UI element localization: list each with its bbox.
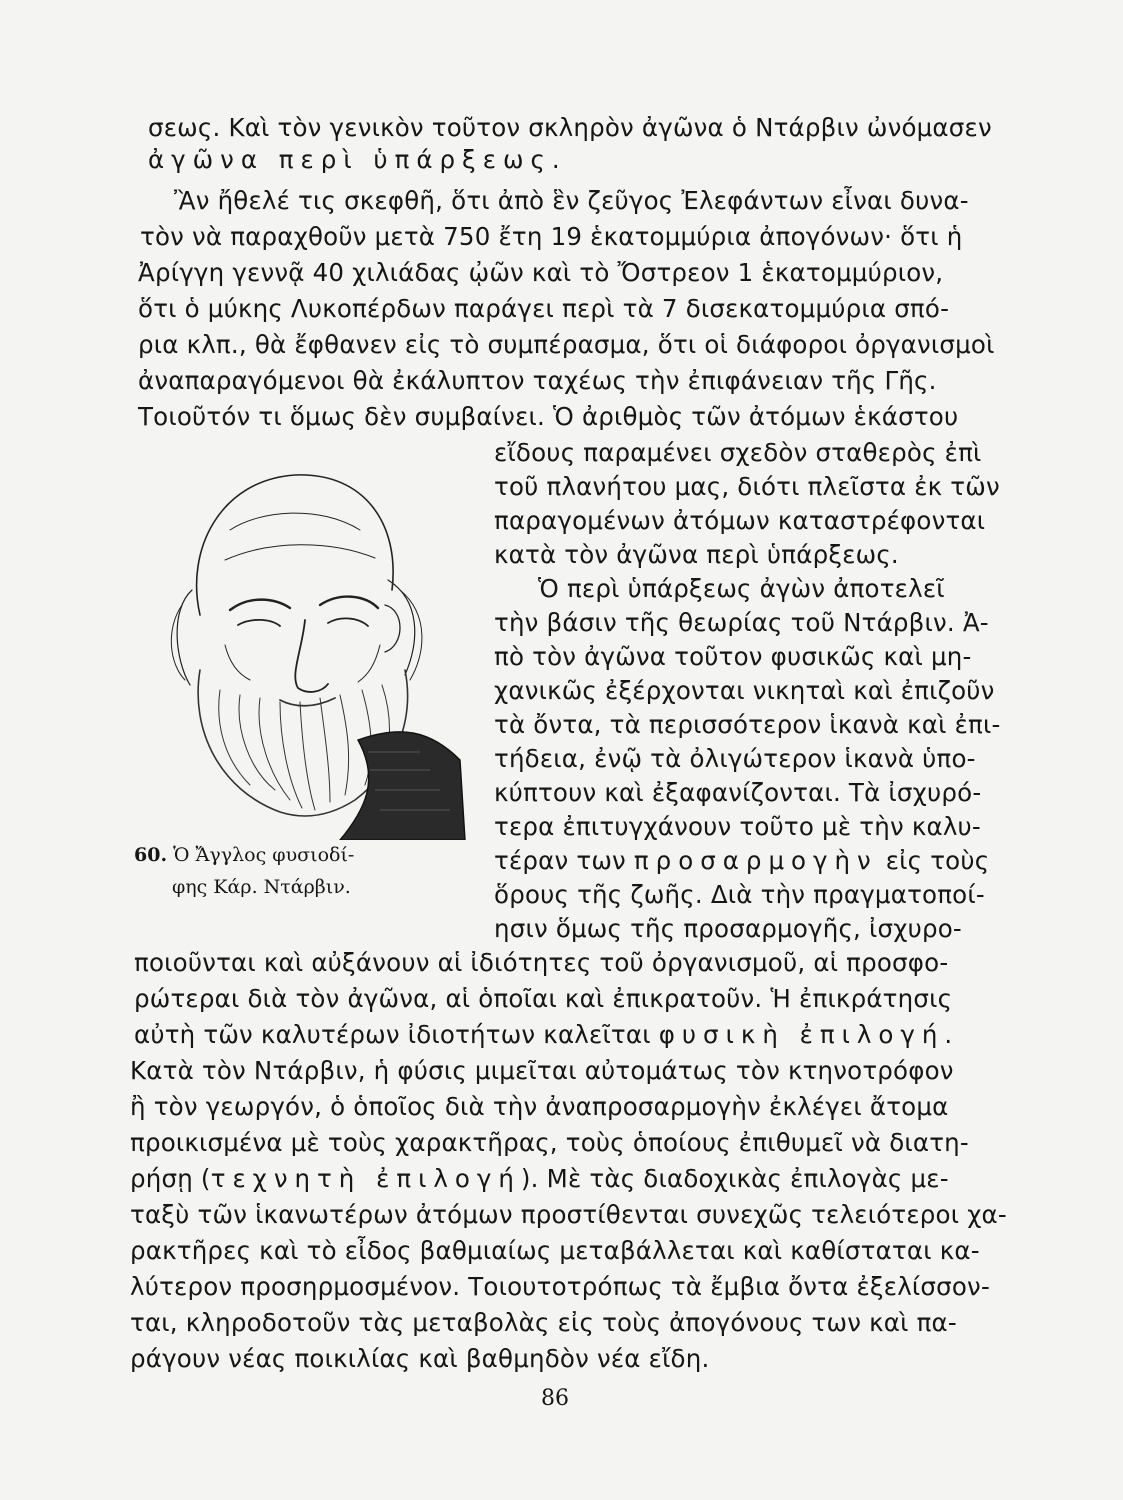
- text-span: ). Μὲ τὰς διαδοχικὰς ἐπιλογὰς με-: [520, 1164, 949, 1193]
- text-line: ρια κλπ., θὰ ἔφθανεν εἰς τὸ συμπέρασμα, ὅτι οἱ διάφοροι ὀργανισμοὶ: [138, 330, 995, 359]
- text-line: ται, κληροδοτοῦν τὰς μεταβολὰς εἰς τοὺς ἀπογόνους των καὶ πα-: [130, 1308, 957, 1337]
- text-line: [494, 846, 989, 876]
- text-line: ποιοῦνται καὶ αὐξάνουν αἱ ἰδιότητες τοῦ ὀργανισμοῦ, αἱ προσφο-: [134, 948, 949, 977]
- text-line: εἴδους παραμένει σχεδὸν σταθερὸς ἐπὶ: [494, 438, 982, 467]
- text-line: τοῦ πλανήτου μας, διότι πλεῖστα ἐκ τῶν: [494, 472, 1000, 501]
- text-line: [130, 1164, 949, 1194]
- text-line: κύπτουν καὶ ἐξαφανίζονται. Τὰ ἰσχυρό-: [494, 778, 982, 807]
- text-line: τὴν βάσιν τῆς θεωρίας τοῦ Ντάρβιν. Ἀ-: [494, 608, 989, 637]
- text-line: ταξὺ τῶν ἱκανωτέρων ἀτόμων προστίθενται συνεχῶς τελειότεροι χα-: [130, 1200, 1007, 1229]
- text-line: Ἂν ἤθελέ τις σκεφθῆ, ὅτι ἀπὸ ἓν ζεῦγος Ἐλεφάντων εἶναι δυνα-: [174, 186, 969, 215]
- emphasized-term: τεχνητὴ ἐπιλογή: [210, 1164, 521, 1193]
- coat: [340, 732, 465, 840]
- text-line: ἀναπαραγόμενοι θὰ ἐκάλυπτον ταχέως τὴν ἐπιφάνειαν τῆς Γῆς.: [138, 366, 937, 395]
- figure-caption-line2: φης Κάρ. Ντάρβιν.: [172, 876, 351, 898]
- text-line: πὸ τὸν ἀγῶνα τοῦτον φυσικῶς καὶ μη-: [494, 642, 972, 671]
- text-line: ησιν ὅμως τῆς προσαρμογῆς, ἰσχυρο-: [494, 914, 962, 943]
- text-span: ρήσῃ (: [130, 1164, 211, 1193]
- portrait-illustration: [130, 440, 470, 840]
- figure-number: 60.: [134, 844, 168, 866]
- text-line: παραγομένων ἀτόμων καταστρέφονται: [494, 506, 986, 535]
- text-line: σεως. Καὶ τὸν γενικὸν τοῦτον σκληρὸν ἀγῶνα ὁ Ντάρβιν ὠνόμασεν: [148, 113, 992, 142]
- text-line: κατὰ τὸν ἀγῶνα περὶ ὑπάρξεως.: [494, 540, 899, 569]
- text-line: Κατὰ τὸν Ντάρβιν, ἡ φύσις μιμεῖται αὐτομάτως τὸν κτηνοτρόφον: [130, 1056, 954, 1085]
- page-number: 86: [541, 1386, 569, 1411]
- emphasized-term: προσαρμογὴν: [633, 846, 878, 875]
- text-line: Ὁ περὶ ὑπάρξεως ἀγὼν ἀποτελεῖ: [538, 574, 945, 603]
- text-line: τήδεια, ἐνῷ τὰ ὀλιγώτερον ἱκανὰ ὑπο-: [494, 744, 976, 773]
- text-line: τὸν νὰ παραχθοῦν μετὰ 750 ἔτη 19 ἑκατομμύρια ἀπογόνων· ὅτι ἡ: [140, 222, 963, 251]
- text-line: ἢ τὸν γεωργόν, ὁ ὁποῖος διὰ τὴν ἀναπροσαρμογὴν ἐκλέγει ἄτομα: [130, 1092, 949, 1121]
- text-line: Τοιοῦτόν τι ὅμως δὲν συμβαίνει. Ὁ ἀριθμὸς τῶν ἀτόμων ἑκάστου: [138, 402, 959, 431]
- text-line: ρώτεραι διὰ τὸν ἀγῶνα, αἱ ὁποῖαι καὶ ἐπικρατοῦν. Ἡ ἐπικράτησις: [134, 984, 953, 1013]
- text-line: Ἀρίγγη γεννᾷ 40 χιλιάδας ᾠῶν καὶ τὸ Ὄστρεον 1 ἑκατομμύριον,: [138, 258, 944, 287]
- figure-caption: [134, 842, 354, 868]
- text-line: [134, 1020, 959, 1050]
- text-span: τέραν των: [494, 846, 634, 875]
- text-line: τερα ἐπιτυγχάνουν τοῦτο μὲ τὴν καλυ-: [494, 812, 981, 841]
- text-line-spaced: ἀγῶνα περὶ ὑπάρξεως.: [148, 145, 567, 174]
- caption-line: Ὁ Ἄγγλος φυσιοδί-: [173, 844, 355, 866]
- text-span: εἰς τοὺς: [877, 846, 990, 875]
- text-span: αὐτὴ τῶν καλυτέρων ἰδιοτήτων καλεῖται: [134, 1020, 659, 1049]
- emphasized-term: φυσικὴ ἐπιλογή.: [658, 1020, 960, 1049]
- text-line: τὰ ὄντα, τὰ περισσότερον ἱκανὰ καὶ ἐπι-: [494, 710, 1001, 739]
- text-line: ρακτῆρες καὶ τὸ εἶδος βαθμιαίως μεταβάλλεται καὶ καθίσταται κα-: [130, 1236, 980, 1265]
- text-line: χανικῶς ἐξέρχονται νικηταὶ καὶ ἐπιζοῦν: [494, 676, 995, 705]
- text-line: ὅτι ὁ μύκης Λυκοπέρδων παράγει περὶ τὰ 7 δισεκατομμύρια σπό-: [138, 294, 950, 323]
- text-line: λύτερον προσηρμοσμένον. Τοιουτοτρόπως τὰ ἔμβια ὄντα ἐξελίσσον-: [130, 1272, 990, 1301]
- text-line: προικισμένα μὲ τοὺς χαρακτῆρας, τοὺς ὁποίους ἐπιθυμεῖ νὰ διατη-: [130, 1128, 969, 1157]
- text-line: ὅρους τῆς ζωῆς. Διὰ τὴν πραγματοποί-: [494, 880, 985, 909]
- text-line: ράγουν νέας ποικιλίας καὶ βαθμηδὸν νέα εἴδη.: [130, 1344, 710, 1373]
